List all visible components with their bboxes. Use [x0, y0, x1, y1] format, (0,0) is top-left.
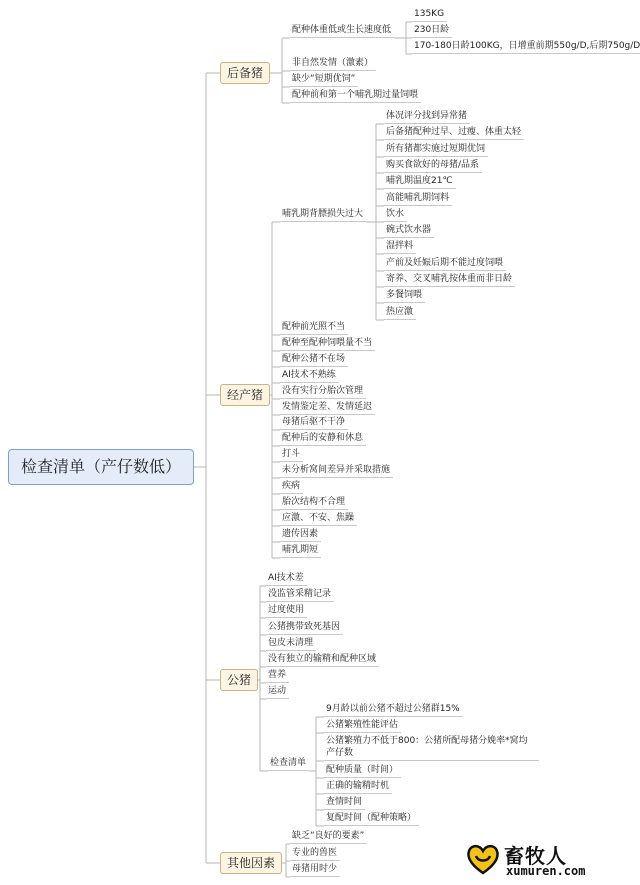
branch-sows[interactable]: 经产猪	[220, 384, 270, 406]
boars-factor[interactable]: 过度使用	[266, 604, 307, 618]
sows-factor[interactable]: 未分析窝间差异并采取措施	[280, 464, 393, 478]
gilts-factor[interactable]: 非自然发情（激素）	[290, 57, 376, 71]
other-factor[interactable]: 专业的兽医	[290, 847, 340, 861]
sows-factor[interactable]: 哺乳期短	[280, 544, 321, 558]
sows-factor[interactable]: 母猪后驱不干净	[280, 416, 348, 430]
sows-factor[interactable]: 打斗	[280, 448, 303, 462]
boars-checklist-item[interactable]: 配种质量（时间）	[324, 764, 401, 778]
boars-factor[interactable]: 没有独立的输精和配种区域	[266, 653, 379, 667]
branch-other-factors[interactable]: 其他因素	[220, 852, 282, 874]
sows-lactation-loss[interactable]: 哺乳期背膘损失过大	[280, 208, 366, 222]
boars-checklist[interactable]: 检查清单	[268, 757, 309, 771]
boars-factor[interactable]: AI技术差	[266, 572, 307, 586]
gilts-growth-item[interactable]: 230日龄	[412, 24, 452, 38]
sows-lactation-item[interactable]: 饮水	[384, 208, 407, 222]
watermark-name: 畜牧人	[504, 844, 567, 868]
sows-lactation-item[interactable]: 体况评分找到异常猪	[384, 110, 470, 124]
boars-factor[interactable]: 运动	[266, 685, 289, 699]
sows-factor[interactable]: 遗传因素	[280, 528, 321, 542]
boars-factor[interactable]: 包皮未清理	[266, 637, 316, 651]
branch-boars[interactable]: 公猪	[220, 669, 258, 691]
sows-factor[interactable]: 配种前光照不当	[280, 321, 348, 335]
sows-factor[interactable]: AI技术不熟练	[280, 369, 339, 383]
boars-factor[interactable]: 没监管采精记录	[266, 588, 334, 602]
sows-factor[interactable]: 配种后的安静和休息	[280, 432, 366, 446]
sows-factor[interactable]: 疾病	[280, 480, 303, 494]
heart-logo-icon	[466, 842, 500, 876]
watermark-logo	[466, 840, 626, 880]
sows-lactation-item[interactable]: 哺乳期温度21℃	[384, 175, 456, 189]
boars-checklist-item[interactable]: 公猪繁殖性能评估	[324, 719, 401, 733]
boars-checklist-item[interactable]: 9月龄以前公猪不超过公猪群15%	[324, 703, 463, 717]
sows-lactation-item[interactable]: 后备猪配种过早、过瘦、体重太轻	[384, 126, 524, 140]
boars-checklist-item[interactable]: 正确的输精时机	[324, 780, 392, 794]
sows-factor[interactable]: 配种至配种饲喂量不当	[280, 337, 375, 351]
sows-lactation-item[interactable]: 多餐饲喂	[384, 289, 425, 303]
central-topic[interactable]: 检查清单（产仔数低）	[8, 449, 194, 485]
gilts-factor[interactable]: 配种前和第一个哺乳期过量饲喂	[290, 89, 421, 103]
sows-factor[interactable]: 配种公猪不在场	[280, 353, 348, 367]
watermark-url: xumuren.com	[506, 864, 586, 878]
gilts-growth-item[interactable]: 170-180日龄100KG，日增重前期550g/D,后期750g/D	[412, 40, 640, 54]
sows-lactation-item[interactable]: 寄养、交叉哺乳按体重而非日龄	[384, 273, 515, 287]
boars-checklist-item[interactable]: 查情时间	[324, 796, 365, 810]
gilts-growth-item[interactable]: 135KG	[412, 8, 447, 22]
boars-checklist-item[interactable]: 复配时间（配种策略）	[324, 812, 419, 826]
sows-factor[interactable]: 没有实行分胎次管理	[280, 385, 366, 399]
boars-factor[interactable]: 公猪携带致死基因	[266, 621, 343, 635]
sows-lactation-item[interactable]: 所有猪都实施过短期优饲	[384, 143, 488, 157]
sows-lactation-item[interactable]: 产前及妊娠后期不能过度饲喂	[384, 257, 506, 271]
gilts-factor[interactable]: 缺少“短期优饲”	[290, 73, 358, 87]
other-factor[interactable]: 缺乏“良好的要素”	[290, 830, 367, 844]
gilts-slow-growth[interactable]: 配种体重低或生长速度低	[290, 24, 394, 38]
sows-factor[interactable]: 应激、不安、焦躁	[280, 512, 357, 526]
sows-factor[interactable]: 胎次结构不合理	[280, 496, 348, 510]
sows-lactation-item[interactable]: 购买食欲好的母猪/品系	[384, 159, 482, 173]
branch-gilts[interactable]: 后备猪	[220, 62, 270, 84]
sows-lactation-item[interactable]: 湿拌料	[384, 240, 416, 254]
sows-factor[interactable]: 发情鉴定差、发情延迟	[280, 401, 375, 415]
boars-checklist-item[interactable]: 公猪繁殖力不低于800：公猪所配母猪分娩率*窝均产仔数	[324, 735, 539, 761]
sows-lactation-item[interactable]: 碗式饮水器	[384, 224, 434, 238]
sows-lactation-item[interactable]: 高能哺乳期饲料	[384, 192, 452, 206]
sows-lactation-item[interactable]: 热应激	[384, 306, 416, 320]
other-factor[interactable]: 母猪用时少	[290, 863, 340, 877]
boars-factor[interactable]: 营养	[266, 669, 289, 683]
